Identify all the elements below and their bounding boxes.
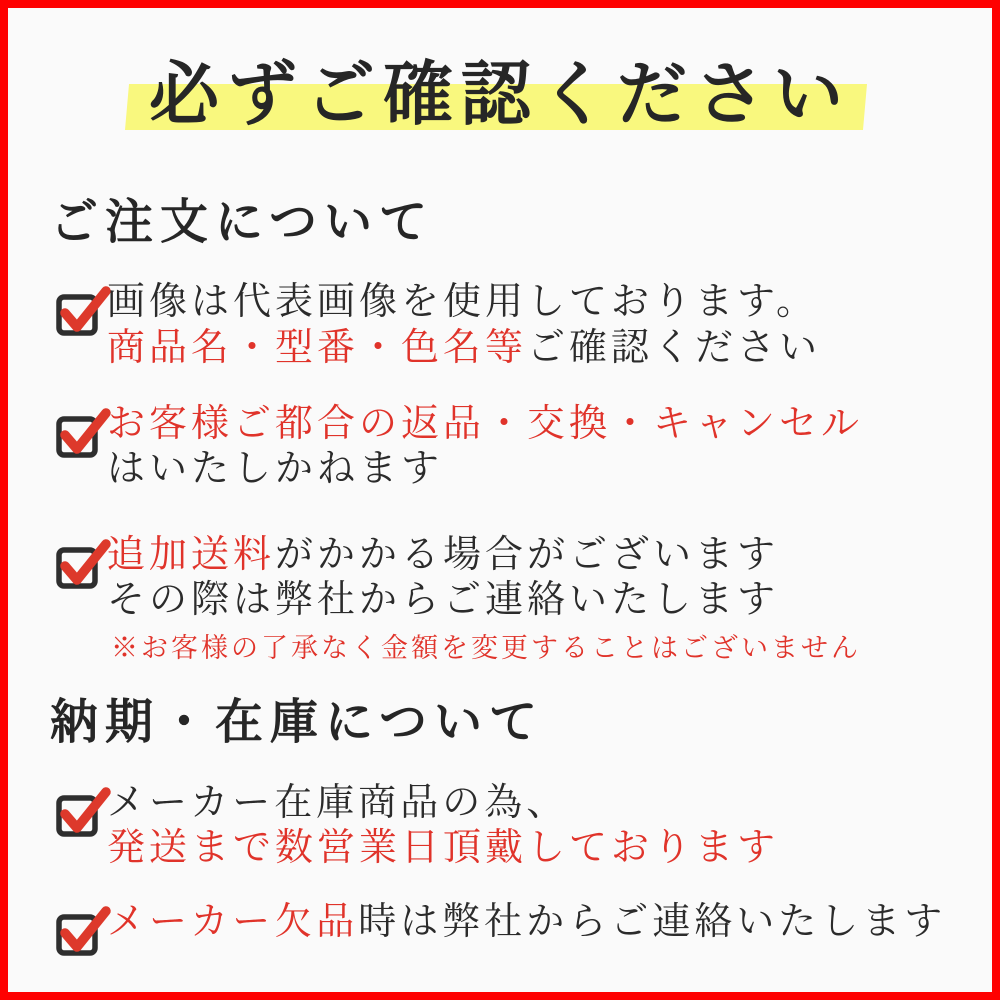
notice-item-out-of-stock: [56, 899, 956, 954]
item-text-black: がかかる場合がございます: [275, 531, 780, 576]
item-line: [107, 825, 779, 871]
item-line: [107, 325, 821, 371]
section-heading-stock: 納期・在庫について: [50, 694, 545, 751]
item-line: [107, 577, 861, 623]
item-text-red: 発送まで数営業日頂戴しております: [107, 825, 780, 870]
checkbox-check-icon: [56, 537, 102, 587]
item-text-black: メーカー在庫商品の為、: [107, 779, 569, 824]
item-line: [107, 532, 861, 578]
item-line: [107, 899, 946, 945]
notice-item-product-image: [56, 279, 956, 370]
item-text: [107, 279, 821, 370]
item-text: [107, 532, 861, 666]
checkbox-check-icon: [56, 904, 102, 954]
page-title-text: 必ずご確認ください: [149, 52, 851, 135]
item-text: [107, 780, 779, 871]
checkbox-check-icon: [56, 284, 102, 334]
item-text-black: その際は弊社からご連絡いたします: [107, 577, 780, 622]
item-line: [107, 446, 863, 492]
item-text-red: メーカー欠品: [107, 898, 359, 943]
item-text-black: 画像は代表画像を使用しております。: [107, 279, 818, 324]
item-text-red: お客様ご都合の返品・交換・キャンセル: [107, 400, 864, 445]
item-text-black: ご確認ください: [527, 324, 822, 369]
item-line: [107, 401, 863, 447]
notice-item-stock: [56, 780, 956, 871]
checkbox-check-icon: [56, 785, 102, 835]
notice-item-returns: [56, 401, 956, 492]
item-text: [107, 401, 863, 492]
item-line: [107, 279, 821, 325]
item-text-red: 追加送料: [107, 531, 276, 576]
item-line: [107, 780, 779, 826]
item-text-black: はいたしかねます: [107, 446, 444, 491]
notice-item-shipping-fee: [56, 532, 956, 666]
item-text: [107, 899, 946, 945]
item-note: ※お客様の了承なく金額を変更することはございません: [111, 632, 861, 664]
item-text-red: 商品名・型番・色名等: [107, 324, 528, 369]
item-text-black: 時は弊社からご連絡いたします: [358, 898, 947, 943]
checkbox-check-icon: [56, 406, 102, 456]
title-area: [8, 8, 992, 139]
section-heading-order: ご注文について: [50, 194, 435, 250]
page-title: [149, 38, 851, 139]
